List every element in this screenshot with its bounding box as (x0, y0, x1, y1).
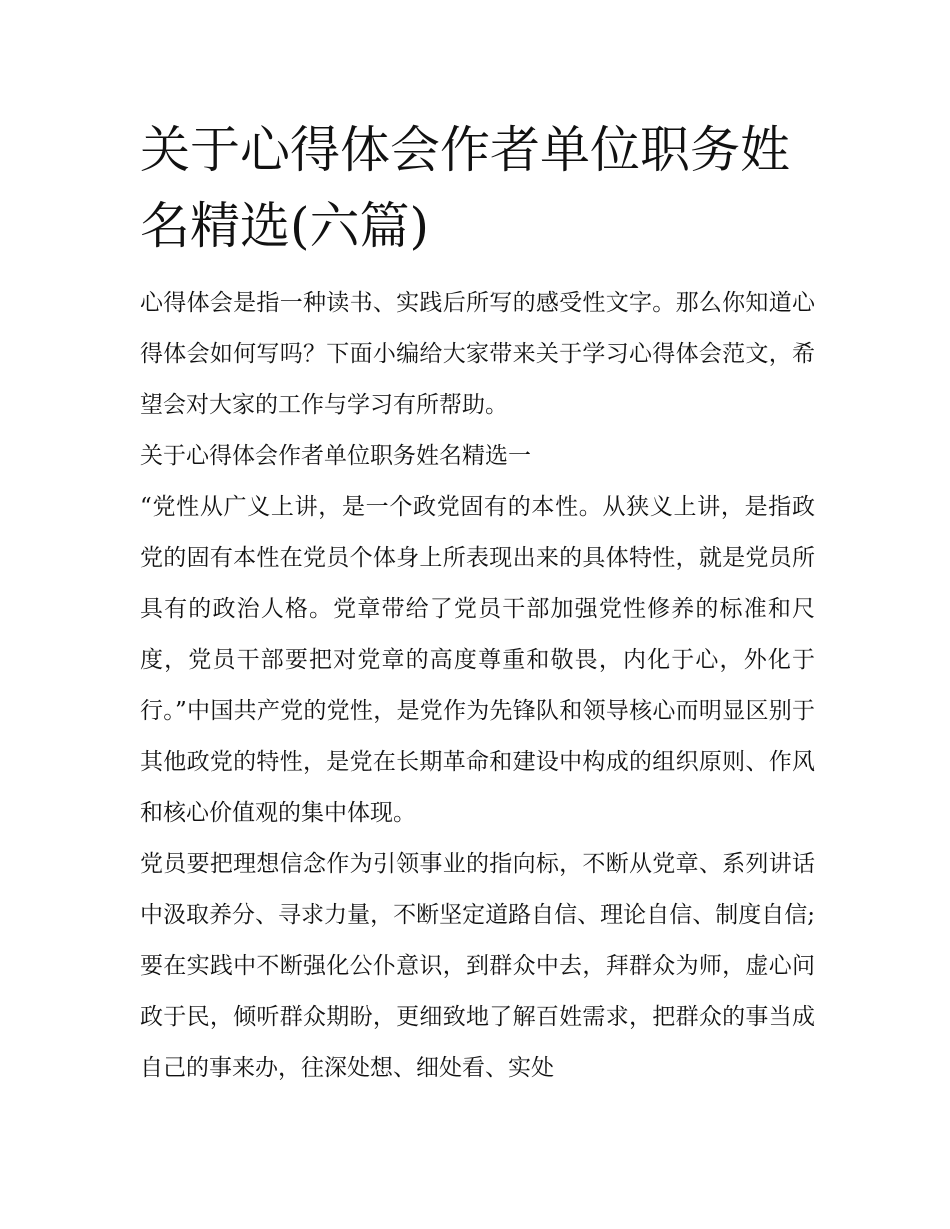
document-page (140, 112, 815, 1094)
body-paragraph: 党员要把理想信念作为引领事业的指向标，不断从党章、系列讲话中汲取养分、寻求力量，不断坚定道路自信、理论自信、制度自信;要在实践中不断强化公仆意识，到群众中去，拜群众为师，虚心问政于民，倾听群众期盼，更细致地了解百姓需求，把群众的事当成自己的事来办，往深处想、细处看、实处 (140, 851, 815, 1081)
intro-paragraph: 心得体会是指一种读书、实践后所写的感受性文字。那么你知道心得体会如何写吗？下面小编给大家带来关于学习心得体会范文，希望会对大家的工作与学习有所帮助。 (140, 290, 815, 418)
section-heading: 关于心得体会作者单位职务姓名精选一 (140, 443, 531, 469)
document-title: 关于心得体会作者单位职务姓名精选(六篇) (140, 121, 790, 255)
body-paragraph: “党性从广义上讲，是一个政党固有的本性。从狭义上讲，是指政党的固有本性在党员个体身上所表现出来的具体特性，就是党员所具有的政治人格。党章带给了党员干部加强党性修养的标准和尺度，党员干部要把对党章的高度尊重和敬畏，内化于心，外化于行。”中国共产党的党性，是党作为先锋队和领导核心而明显区别于其他政党的特性，是党在长期革命和建设中构成的组织原则、作风和核心价值观的集中体现。 (140, 494, 815, 826)
